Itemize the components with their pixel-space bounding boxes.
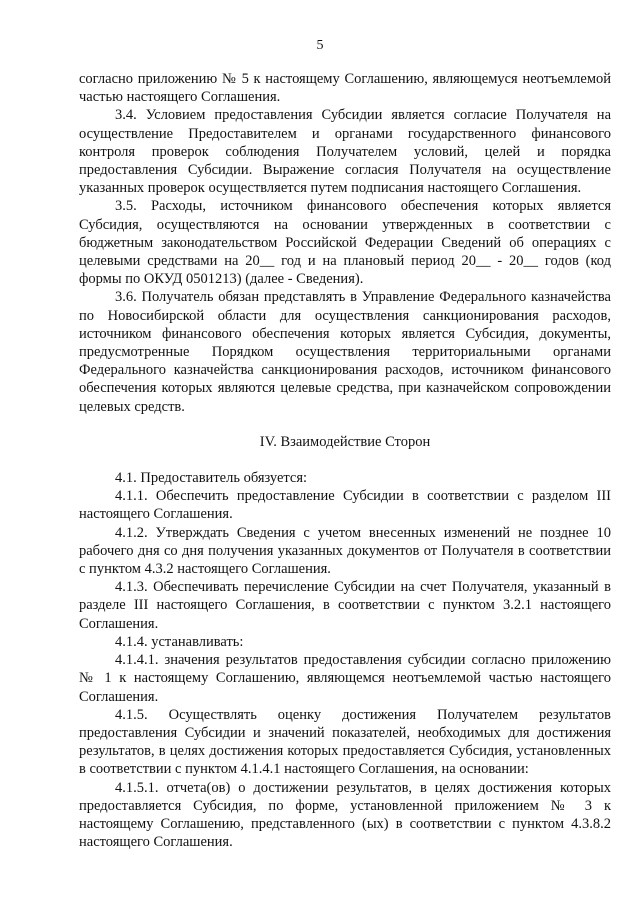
document-body — [79, 70, 611, 851]
page-number: 5 — [316, 38, 324, 53]
paragraph-4-1-4-1: 4.1.4.1. значения результатов предоставления субсидии согласно приложению № 1 к настоящему Соглашению, являющемся неотъемлемой частью настоящего Соглашения. — [79, 652, 611, 705]
paragraph-3-5: 3.5. Расходы, источником финансового обеспечения которых является Субсидия, осуществляются на основании утвержденных в соответствии с бюджетным законодательством Российской Федерации Сведений об операциях с целевыми средствами на 20__ год и на плановый период 20__ - 20__ годов (код формы по ОКУД 0501213) (далее - Сведения). — [79, 198, 611, 288]
section-heading: IV. Взаимодействие Сторон — [259, 433, 431, 450]
paragraph-continuation: согласно приложению № 5 к настоящему Соглашению, являющемуся неотъемлемой частью настоящего Соглашения. — [79, 71, 611, 106]
paragraph-4-1-3: 4.1.3. Обеспечивать перечисление Субсидии на счет Получателя, указанный в разделе III настоящего Соглашения, в соответствии с пунктом 3.2.1 настоящего Соглашения. — [79, 579, 611, 632]
paragraph-3-4: 3.4. Условием предоставления Субсидии является согласие Получателя на осуществление Предоставителем и органами государственного финансового контроля проверок соблюдения Получателем условий, целей и порядка предоставления Субсидии. Выражение согласия Получателя на осуществление указанных проверок осуществляется путем подписания настоящего Соглашения. — [79, 107, 611, 197]
paragraph-4-1-5-1: 4.1.5.1. отчета(ов) о достижении результатов, в целях достижения которых предоставляется Субсидия, по форме, установленной приложением № 3 к настоящему Соглашению, представленного (ых) в соответствии с пунктом 4.3.8.2 настоящего Соглашения. — [79, 779, 611, 851]
paragraph-4-1-4: 4.1.4. устанавливать: — [115, 633, 244, 650]
paragraph-4-1-2: 4.1.2. Утверждать Сведения с учетом внесенных изменений не позднее 10 рабочего дня со дня получения указанных документов от Получателя в соответствии с пунктом 4.3.2 настоящего Соглашения. — [79, 524, 611, 578]
paragraph-4-1: 4.1. Предоставитель обязуется: — [115, 470, 308, 487]
paragraph-4-1-5: 4.1.5. Осуществлять оценку достижения Получателем результатов предоставления Субсидии и значений показателей, необходимых для достижения результатов, в целях достижения которых предоставляется Субсидия, установленных в соответствии с пунктом 4.1.4.1 настоящего Соглашения, на основании: — [79, 706, 611, 778]
paragraph-4-1-1: 4.1.1. Обеспечить предоставление Субсидии в соответствии с разделом III настоящего Соглашения. — [79, 488, 611, 523]
paragraph-3-6: 3.6. Получатель обязан представлять в Управление Федерального казначейства по Новосибирской области для осуществления санкционирования расходов, источником финансового обеспечения которых является Субсидия, документы, предусмотренные Порядком осуществления территориальными органами Федерального казначейства санкционирования расходов, источником финансового обеспечения которых являются целевые средства, при казначейском сопровождении целевых средств. — [79, 289, 611, 415]
